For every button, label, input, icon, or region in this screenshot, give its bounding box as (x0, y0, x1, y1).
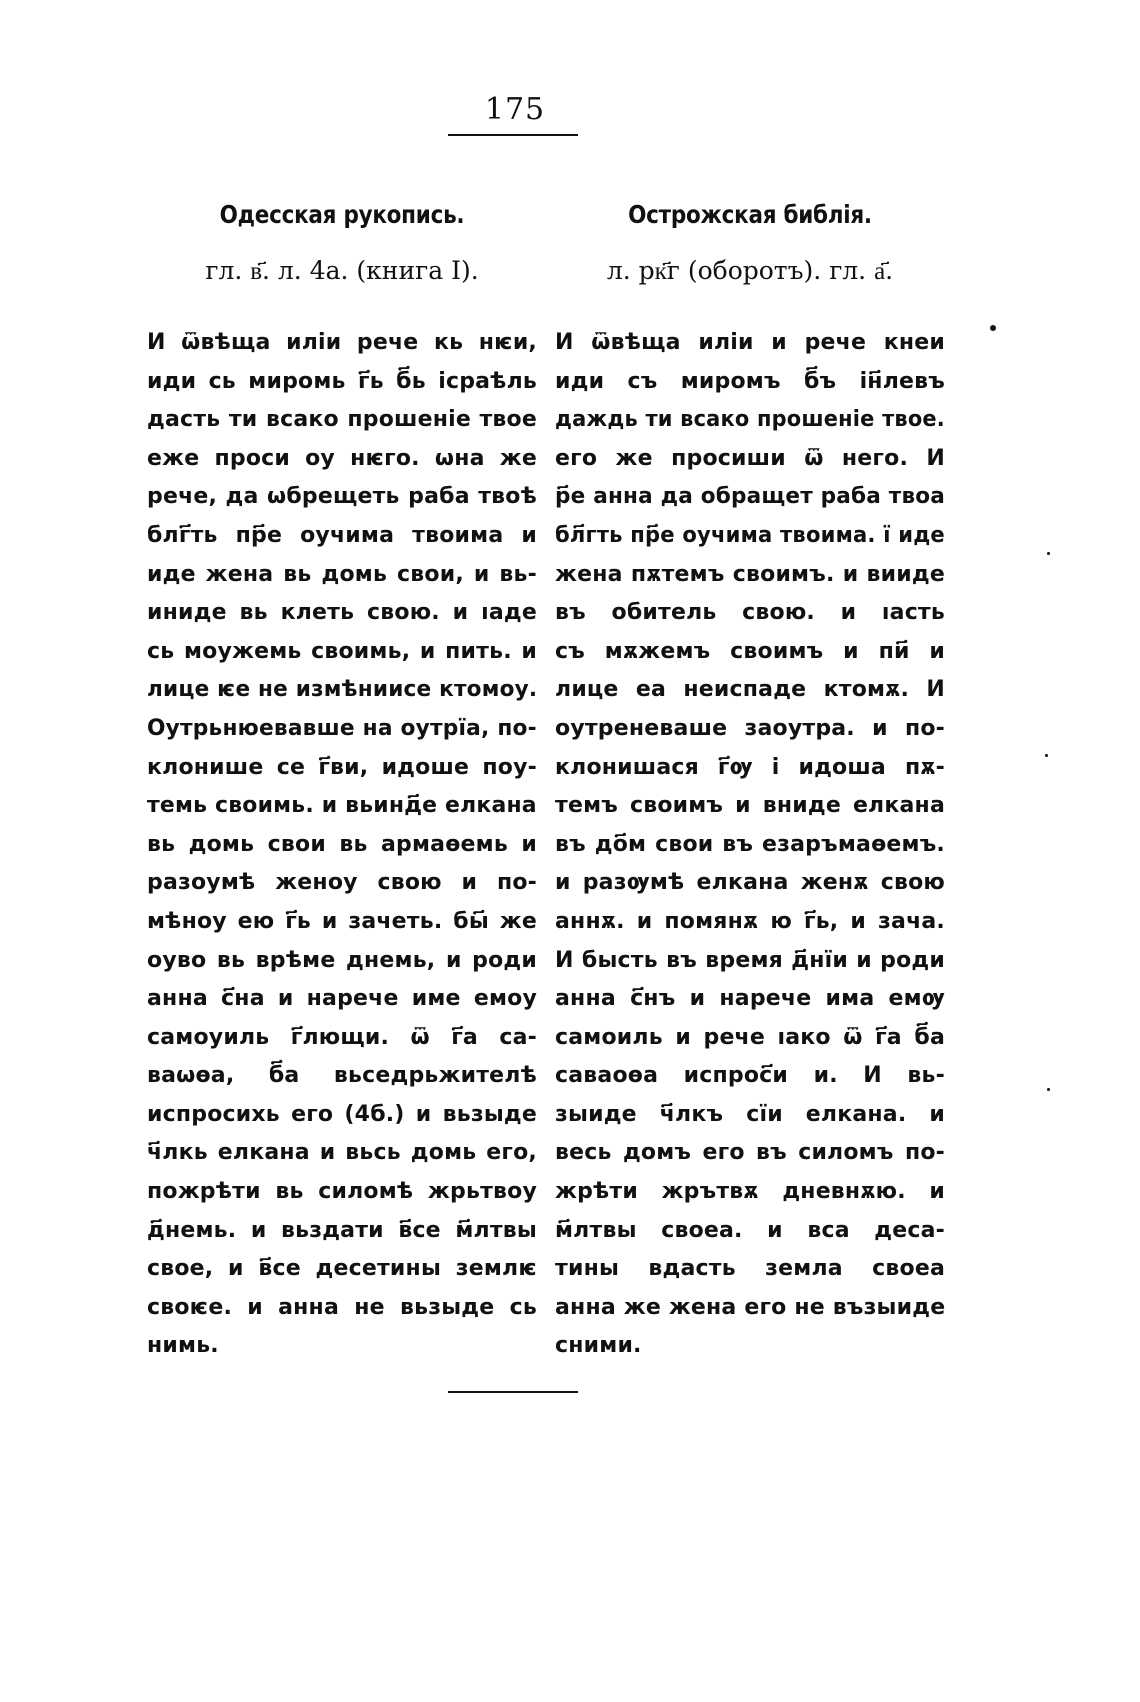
text-line: съ мѫжемъ своимъ и пи҃ и (555, 638, 945, 664)
text-line: сними. (555, 1333, 642, 1359)
text-line: клонишася г҃ѹ і идоша пѫ- (555, 754, 945, 780)
text-line: мѣноу ею г҃ь и зачеть. бы҃ же (147, 908, 537, 934)
right-column (555, 190, 945, 1366)
text-line: иди съ миромъ б҃ъ ін҃левъ (555, 368, 945, 394)
ink-speck (1047, 552, 1050, 555)
text-line: блг҃ть пр҃е оучима твоима и (147, 522, 537, 548)
text-line: вь домь свои вь армаѳемь и (147, 831, 537, 857)
text-line: дасть ти всако прошеніе твое (147, 407, 537, 433)
text-line: саваоѳа испрос҃и и. И вь- (555, 1063, 945, 1089)
ink-speck (1045, 754, 1048, 757)
text-line: анна с҃на и нарече име емоу (147, 986, 537, 1012)
right-column-text (555, 324, 945, 1366)
text-line: жена пѫтемъ своимъ. и вииде (555, 561, 945, 587)
top-rule (448, 134, 578, 136)
text-line: иде жена вь домь свои, и вь- (147, 561, 537, 587)
text-line: темь своимь. и вьинд҃е елкана (147, 793, 537, 819)
left-column-text (147, 324, 537, 1366)
text-line: лице ѥе не измѣниисе ктомоу. (147, 677, 538, 703)
text-line: самоиль и рече ıако ѿ г҃а б҃а (555, 1024, 945, 1050)
left-column-title: Одесская рукопись. (219, 200, 465, 229)
text-line: его же просиши ѿ него. И (555, 445, 945, 471)
text-line: оуво вь врѣме днемь, и роди (147, 947, 537, 973)
text-line: Оутрьнюевавше на оутрїа, по- (147, 715, 537, 741)
text-line: свое, и в҃се десетины землѥ (147, 1256, 537, 1282)
text-line: И ѿвѣща иліи и рече кнеи (555, 330, 945, 355)
text-line: жрѣти жрътвѫ дневнѫю. и (555, 1179, 945, 1205)
text-line: въ до҃м свои въ езаръмаѳемъ. (555, 831, 945, 857)
ink-speck (990, 325, 996, 331)
text-line: анна же жена его не възыиде (555, 1294, 946, 1320)
page-number: 175 (484, 92, 546, 127)
text-line: разоумѣ женоу свою и по- (147, 870, 537, 896)
text-line: анна с҃нъ и нарече има емѹ (555, 986, 945, 1012)
text-line: весь домъ его въ силомъ по- (555, 1140, 945, 1166)
text-line: оутреневаше заоутра. и по- (555, 715, 945, 741)
left-column (147, 190, 537, 1366)
right-column-subtitle: л. рк҃г (оборотъ). гл. а҃. (606, 256, 894, 285)
ink-speck (1047, 1088, 1050, 1091)
text-line: тины вдасть земла своеа (555, 1256, 945, 1282)
text-line: зыиде ч҃лкъ сїи елкана. и (555, 1101, 945, 1127)
text-line: испросихь его (4б.) и вьзыде (147, 1101, 537, 1127)
text-line: клонише се г҃ви, идоше поу- (147, 754, 537, 780)
text-line: нимь. (147, 1333, 219, 1359)
text-line: аннѫ. и помянѫ ю г҃ь, и зача. (555, 908, 945, 934)
left-column-subtitle: гл. в҃. л. 4а. (книга I). (205, 256, 479, 285)
text-line: пожрѣти вь силомѣ жрьтвоу (147, 1179, 537, 1205)
text-line: рече, да ѡбрещеть раба твоѣ (147, 484, 537, 510)
text-line: самоуиль г҃лющи. ѿ г҃а са- (147, 1024, 537, 1050)
text-line: м҃лтвы своеа. и вса деса- (555, 1217, 945, 1243)
text-line: своѥе. и анна не вьзыде сь (147, 1294, 537, 1320)
text-line: И бысть въ время д҃нїи и роди (555, 947, 945, 973)
text-line: сь моужемь своимь, и пить. и (147, 638, 537, 664)
text-line: въ обитель свою. и ıасть (555, 600, 945, 626)
text-line: иниде вь клеть свою. и ıаде (147, 600, 537, 626)
text-line: темъ своимъ и вниде елкана (555, 793, 945, 819)
text-line: даждь ти всако прошеніе твое. (555, 407, 945, 433)
text-line: р҃е анна да обращет раба твоа (555, 484, 946, 510)
text-line: бл҃гть пр҃е оучима твоима. ї иде (555, 522, 945, 548)
right-column-title: Острожская библія. (628, 200, 872, 229)
text-line: лице еа неиспаде ктомѫ. И (555, 677, 945, 703)
text-line: еже проси оу нѥго. ѡна же (147, 445, 537, 471)
text-line: д҃немь. и вьздати в҃се м҃лтвы (147, 1217, 537, 1243)
text-line: И ѿвѣща иліи рече кь нѥи, (147, 330, 537, 355)
text-line: ваѡѳа, б҃а вьседрьжителѣ (147, 1063, 537, 1089)
text-line: ч҃лкь елкана и вьсь домь его, (147, 1140, 537, 1166)
text-line: и разѹмѣ елкана женѫ свою (555, 870, 945, 896)
bottom-rule (448, 1391, 578, 1393)
text-line: иди сь миромь г҃ь б҃ь ісраѣль (147, 368, 537, 394)
